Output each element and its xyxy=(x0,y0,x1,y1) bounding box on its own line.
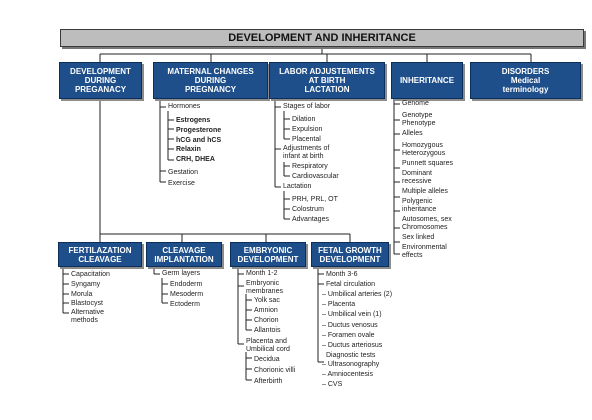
inheritance-box xyxy=(391,62,463,99)
box-line: DURING xyxy=(84,76,117,85)
list-item: Phenotype xyxy=(402,120,436,127)
fetal-growth-box xyxy=(311,242,389,267)
list-item: membranes xyxy=(246,287,283,295)
labor-adjustments-list xyxy=(292,162,339,182)
list-item: Decidua xyxy=(254,356,280,363)
box-line: DISORDERS xyxy=(501,67,550,76)
cleavage-list xyxy=(170,280,203,309)
list-item: Advantages xyxy=(292,216,329,223)
list-item: Yolk sac xyxy=(254,297,280,304)
list-item: Gestation xyxy=(168,169,198,176)
embryonic-month xyxy=(246,270,278,278)
box-line: CLEAVAGE xyxy=(162,245,206,255)
list-item: Lactation xyxy=(283,183,312,190)
box-line: PREGNANCY xyxy=(184,85,237,94)
list-item: Autosomes, sex xyxy=(402,216,452,223)
embryonic-placenta xyxy=(246,338,290,353)
list-item: Capacitation xyxy=(71,271,110,278)
box-line: FERTILAZATION xyxy=(68,245,132,255)
list-item: Stages of labor xyxy=(283,103,331,110)
list-item: Ectoderm xyxy=(170,300,200,308)
list-item: Adjustments of xyxy=(283,145,330,152)
list-item: Blastocyst xyxy=(71,300,103,308)
embryonic-placenta-list xyxy=(254,354,295,387)
list-item: Amnion xyxy=(254,307,278,314)
list-item: CRH, DHEA xyxy=(176,156,215,164)
development-during-pregnancy-box xyxy=(59,62,142,99)
list-item: Alleles xyxy=(402,130,423,137)
box-line: LACTATION xyxy=(304,85,350,94)
list-item: Chorion xyxy=(254,317,279,324)
list-item: infant at birth xyxy=(283,153,324,160)
inheritance-list xyxy=(402,100,453,260)
fetal-tests-list xyxy=(322,360,379,390)
list-item-text: Placenta xyxy=(327,301,356,309)
list-item: – Ultrasonography xyxy=(322,361,380,368)
labor-lactation xyxy=(283,183,311,191)
list-item: Respiratory xyxy=(292,163,328,170)
list-item: – Foramen ovale xyxy=(322,331,375,339)
list-item: Chorionic villi xyxy=(254,367,296,374)
list-item: Sex linked xyxy=(402,234,435,241)
list-item: Colostrum xyxy=(292,206,324,213)
list-item: Diagnostic tests xyxy=(326,352,376,359)
list-item: Hormones xyxy=(168,103,201,110)
list-item: inheritance xyxy=(402,206,437,213)
labor-stages xyxy=(283,103,330,111)
list-item: hCG and hCS xyxy=(176,136,222,144)
list-item-text: Foramen ovale xyxy=(327,331,375,339)
page-title: DEVELOPMENT AND INHERITANCE xyxy=(60,29,584,47)
box-line: EMBRYONIC xyxy=(243,245,293,255)
list-item: Month 3-6 xyxy=(326,271,358,278)
list-item: PRH, PRL, OT xyxy=(292,196,338,203)
list-item: – Amniocentesis xyxy=(322,371,373,378)
hormones-list xyxy=(176,116,221,165)
list-item: Dilation xyxy=(292,116,316,123)
list-item: Umbilical cord xyxy=(246,345,290,353)
box-line: CLEAVAGE xyxy=(78,254,122,264)
list-item: Alternative xyxy=(71,309,105,317)
list-item: – Ductus venosus xyxy=(322,321,378,329)
box-line: LABOR ADJUSTEMENTS xyxy=(279,67,375,76)
list-item: – CVS xyxy=(322,381,343,388)
maternal-changes-box xyxy=(153,62,268,99)
list-item: Syngamy xyxy=(71,280,101,288)
list-item-text: Ultrasonography xyxy=(327,361,380,368)
list-item: Chromosomes xyxy=(402,224,448,231)
labor-adjustments-box xyxy=(269,62,385,99)
box-line: DURING xyxy=(194,76,227,85)
list-item: Genotype xyxy=(402,112,433,119)
list-item: recessive xyxy=(402,178,432,185)
list-item-text: Ductus venosus xyxy=(327,321,378,329)
box-line: DEVELOPMENT xyxy=(237,254,299,264)
box-line: PREGANACY xyxy=(74,85,127,94)
list-item: Cardiovascular xyxy=(292,173,339,180)
list-item-text: Umbilical vein (1) xyxy=(327,311,382,319)
box-line: DEVELOPMENT xyxy=(70,67,131,76)
labor-stages-list xyxy=(292,115,322,145)
list-item: Genome xyxy=(402,100,429,107)
list-item: Germ layers xyxy=(162,270,201,277)
cleavage-germ xyxy=(162,270,200,278)
list-item: Morula xyxy=(71,290,93,298)
list-item: Expulsion xyxy=(292,126,323,133)
box-line: MATERNAL CHANGES xyxy=(167,67,254,76)
fetal-circulation-list xyxy=(322,290,392,351)
list-item: Afterbirth xyxy=(254,378,283,385)
labor-adjustments xyxy=(283,145,329,161)
list-item-text: Umbilical arteries (2) xyxy=(327,291,393,298)
labor-lactation-list xyxy=(292,195,338,225)
fertilization-list xyxy=(71,270,110,325)
list-item: Mesoderm xyxy=(170,290,204,298)
maternal-list-extra xyxy=(168,167,198,189)
list-item: – Umbilical vein (1) xyxy=(322,311,382,319)
list-item: effects xyxy=(402,252,423,259)
list-item: Allantois xyxy=(254,327,281,334)
list-item: Month 1-2 xyxy=(246,270,278,277)
disorders-box xyxy=(470,62,581,99)
embryonic-membranes xyxy=(246,280,283,295)
list-item-text: CVS xyxy=(327,381,343,388)
box-line: DEVELOPMENT xyxy=(319,254,381,264)
fertilization-box xyxy=(58,242,142,267)
box-line: Medical xyxy=(510,76,541,85)
list-item: Dominant xyxy=(402,170,432,177)
list-item: Punnett squares xyxy=(402,160,453,167)
list-item-text: Ductus arteriosus xyxy=(327,342,383,350)
list-item: Endoderm xyxy=(170,281,203,288)
list-item: Multiple alleles xyxy=(402,188,448,195)
box-line: INHERITANCE xyxy=(399,76,455,85)
maternal-list xyxy=(168,103,200,111)
box-line: IMPLANTATION xyxy=(154,254,214,264)
box-line: terminology xyxy=(502,85,549,94)
list-item: Fetal circulation xyxy=(326,281,376,288)
list-item: Placental xyxy=(292,136,321,143)
embryonic-membranes-list xyxy=(254,296,280,336)
list-item: Heterozygous xyxy=(402,150,446,157)
box-line: AT BIRTH xyxy=(308,76,346,85)
list-item: Relaxin xyxy=(176,146,201,154)
list-item-text: Amniocentesis xyxy=(327,371,373,378)
list-item: Estrogens xyxy=(176,117,211,124)
cleavage-implantation-box xyxy=(146,242,222,267)
list-item: Placenta and xyxy=(246,338,287,345)
list-item: Polygenic xyxy=(402,198,433,205)
embryonic-development-box xyxy=(230,242,306,267)
list-item: Environmental xyxy=(402,244,447,251)
list-item: – Ductus arteriosus xyxy=(322,342,383,350)
box-line: FETAL GROWTH xyxy=(318,245,382,255)
list-item: Exercise xyxy=(168,180,195,187)
fetal-list xyxy=(326,270,375,290)
list-item: – Placenta xyxy=(322,301,356,309)
fetal-tests xyxy=(326,352,375,360)
list-item: Embryonic xyxy=(246,280,280,287)
list-item: methods xyxy=(71,317,98,325)
list-item: Progesterone xyxy=(176,126,222,134)
list-item: Homozygous xyxy=(402,142,443,149)
list-item: – Umbilical arteries (2) xyxy=(322,291,393,298)
